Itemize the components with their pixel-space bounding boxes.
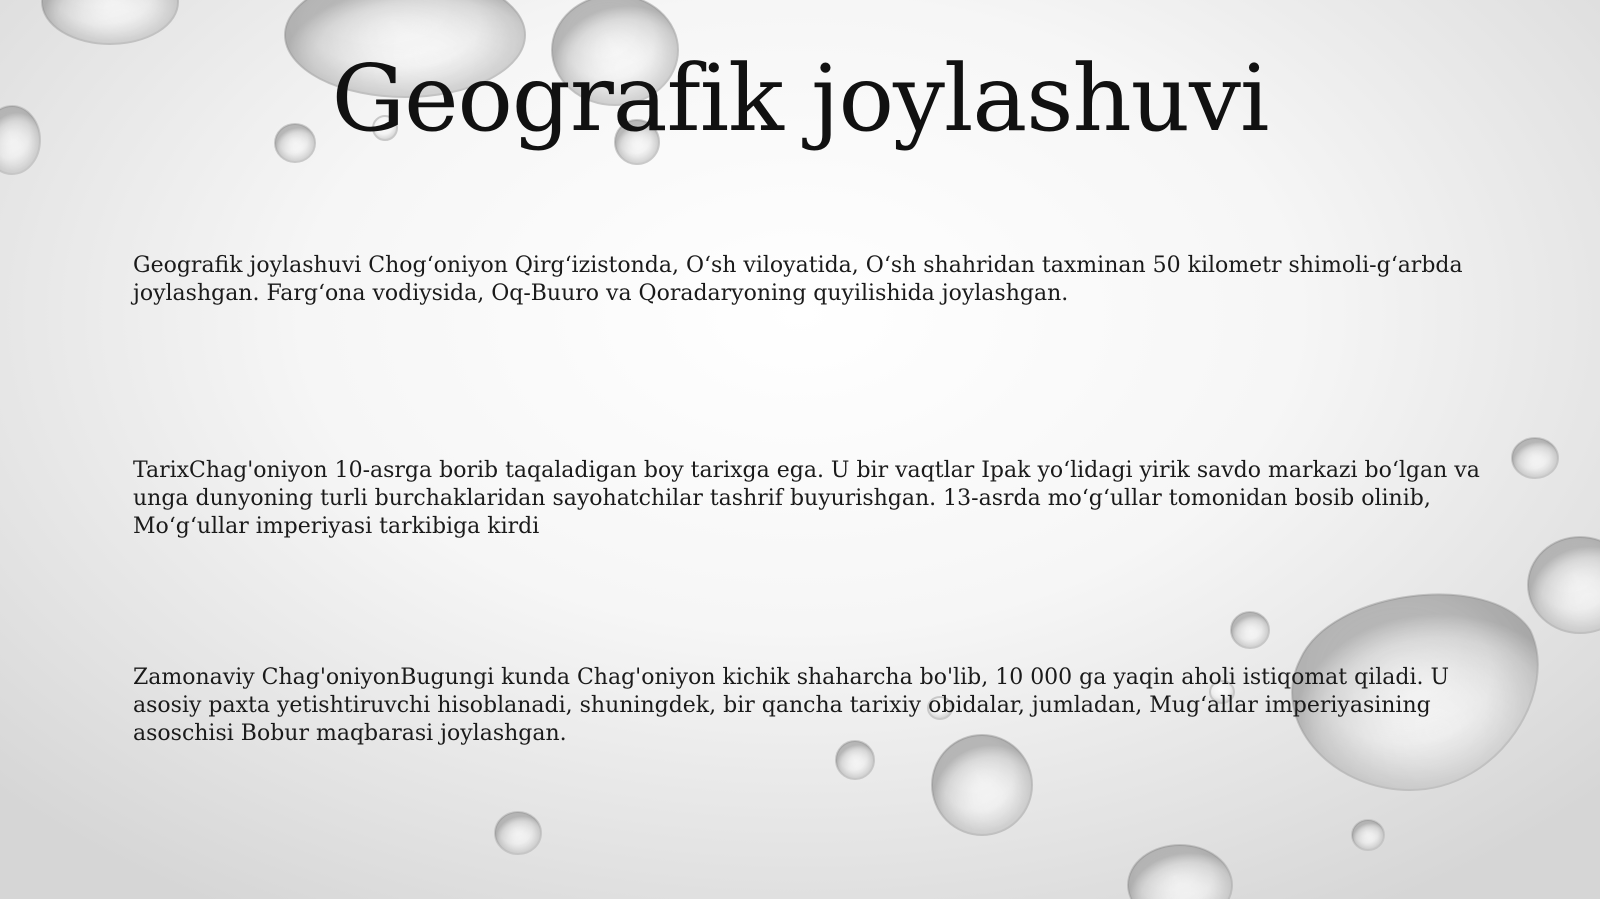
paragraph-history: TarixChag'oniyon 10-asrga borib taqaladigan boy tarixga ega. U bir vaqtlar Ipak yoʻlidagi yirik savdo markazi boʻlgan va unga dunyoning turli burchaklaridan sayohatchilar tashrif buyurishgan. 13-asrda moʻgʻullar tomonidan bosib olinib, Moʻgʻullar imperiyasi tarkibiga kirdi [133, 458, 1480, 539]
droplet [495, 812, 541, 854]
droplet [1128, 845, 1232, 899]
slide-title: Geografik joylashuvi [331, 45, 1269, 152]
paragraph-geography: Geografik joylashuvi Chogʻoniyon Qirgʻizistonda, Oʻsh viloyatida, Oʻsh shahridan taxminan 50 kilometr shimoli-gʻarbda joylashgan. Fargʻona vodiysida, Oq-Buuro va Qoradaryoning quyilishida joylashgan. [133, 253, 1463, 306]
droplet [1352, 820, 1384, 850]
droplet [932, 735, 1032, 835]
paragraph-modern: Zamonaviy Chag'oniyonBugungi kunda Chag'oniyon kichik shaharcha bo'lib, 10 000 ga yaqin aholi istiqomat qiladi. U asosiy paxta yetishtiruvchi hisoblanadi, shuningdek, bir qancha tarixiy obidalar, jumladan, Mugʻallar imperiyasining asoschisi Bobur maqbarasi joylashgan. [133, 665, 1450, 746]
droplet [42, 0, 178, 44]
droplet [1528, 537, 1600, 633]
droplet [1231, 612, 1269, 648]
